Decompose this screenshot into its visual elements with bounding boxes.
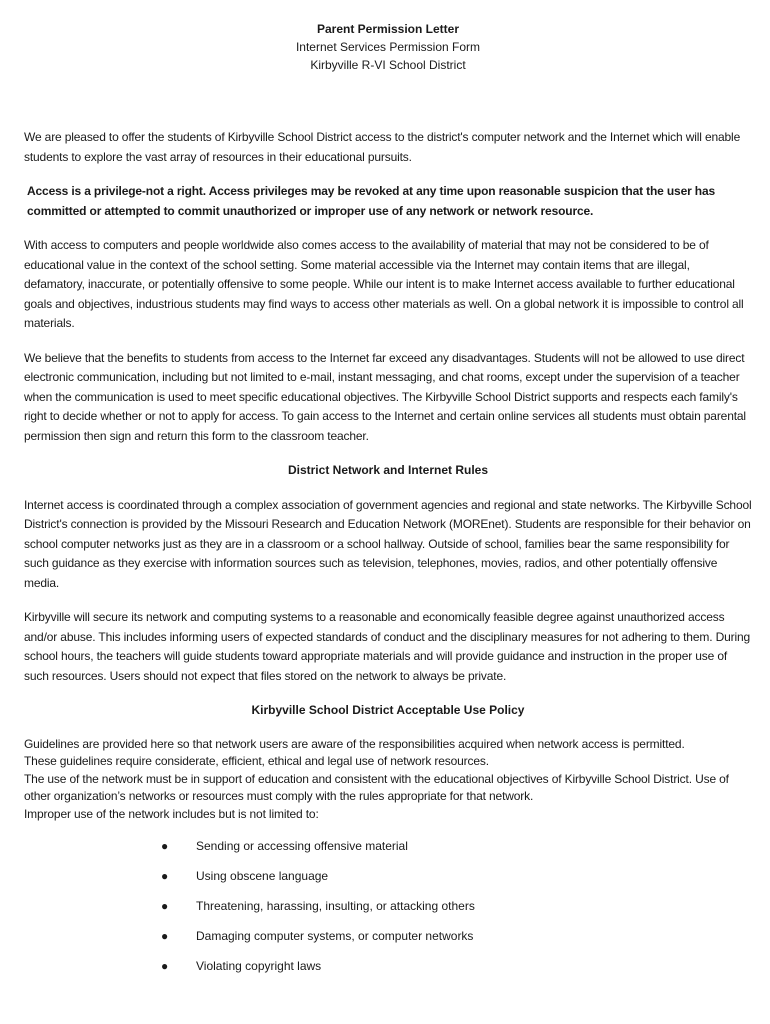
coordination-paragraph: Internet access is coordinated through a complex association of government agencies and regional and state networks. The Kirbyville School District's connection is provided by the Missouri Research and Education Network (MOREnet). Students are responsible for their behavior on school computer networks just as they are in a classroom or a school hallway. Outside of school, families bear the same responsibility for such guidance as they exercise with information sources such as television, telephones, movies, radios, and other potentially offensive media.	[24, 497, 752, 590]
privilege-paragraph: Access is a privilege-not a right. Access privileges may be revoked at any time upon reasonable suspicion that the user has committed or attempted to commit unauthorized or improper use of any network or network resource.	[27, 184, 716, 218]
list-item: ● Threatening, harassing, insulting, or attacking others	[24, 897, 752, 927]
security-paragraph: Kirbyville will secure its network and computing systems to a reasonable and economically feasible degree against unauthorized access and/or abuse. This includes informing users of expected standards of conduct and the disciplinary measures for not adhering to them. During school hours, the teachers will guide students toward appropriate materials and will provide guidance and instruction in the proper use of such resources. Users should not expect that files stored on the network to always be private.	[24, 610, 751, 683]
policy-heading: Kirbyville School District Acceptable Use Policy	[251, 703, 525, 717]
letter-header	[24, 20, 752, 74]
policy-line-4: Improper use of the network includes but is not limited to:	[24, 806, 319, 821]
policy-line-2: These guidelines require considerate, efficient, ethical and legal use of network resources.	[24, 754, 489, 768]
district-name: Kirbyville R-VI School District	[310, 58, 466, 72]
list-item: ● Damaging computer systems, or computer networks	[24, 927, 752, 957]
list-item: ● Using obscene language	[24, 867, 752, 897]
policy-line-3: The use of the network must be in support of education and consistent with the educational objectives of Kirbyville School District. Use of other organization’s networks or resources must comply with the rules appropriate for that network.	[24, 771, 729, 803]
list-item: ● Sending or accessing offensive material	[24, 837, 752, 867]
improper-use-list	[24, 837, 752, 987]
bullet-icon: ●	[161, 869, 169, 883]
form-subtitle: Internet Services Permission Form	[295, 40, 481, 54]
document-page	[24, 20, 752, 987]
intro-paragraph: We are pleased to offer the students of Kirbyville School District access to the district's computer network and the Internet which will enable students to explore the vast array of resources in their educational pursuits.	[24, 130, 741, 164]
availability-paragraph: With access to computers and people worldwide also comes access to the availability of material that may not be considered to be of educational value in the context of the school setting. Some material accessible via the Internet may contain items that are illegal, defamatory, inaccurate, or potentially offensive to some people. While our intent is to make Internet access available to further educational goals and objectives, industrious students may find ways to access other materials as well. On a global network it is impossible to control all materials.	[24, 238, 744, 330]
policy-line-1: Guidelines are provided here so that network users are aware of the responsibilities acquired when network access is permitted.	[24, 736, 685, 751]
letter-title: Parent Permission Letter	[316, 22, 460, 36]
bullet-icon: ●	[161, 929, 169, 943]
rules-heading: District Network and Internet Rules	[287, 463, 489, 477]
benefits-paragraph: We believe that the benefits to students from access to the Internet far exceed any disadvantages. Students will not be allowed to use direct electronic communication, including but not limited to e-mail, instant messaging, and chat rooms, except under the supervision of a teacher when the communication is used to meet specific educational objectives. The Kirbyville School District supports and respects each family's right to decide whether or not to apply for access. To gain access to the Internet and certain online services all students must obtain parental permission then sign and return this form to the classroom teacher.	[24, 350, 746, 443]
bullet-icon: ●	[161, 899, 169, 913]
policy-intro	[24, 736, 752, 824]
bullet-icon: ●	[161, 839, 169, 853]
list-item: ● Violating copyright laws	[24, 957, 752, 987]
bullet-icon: ●	[161, 959, 169, 973]
